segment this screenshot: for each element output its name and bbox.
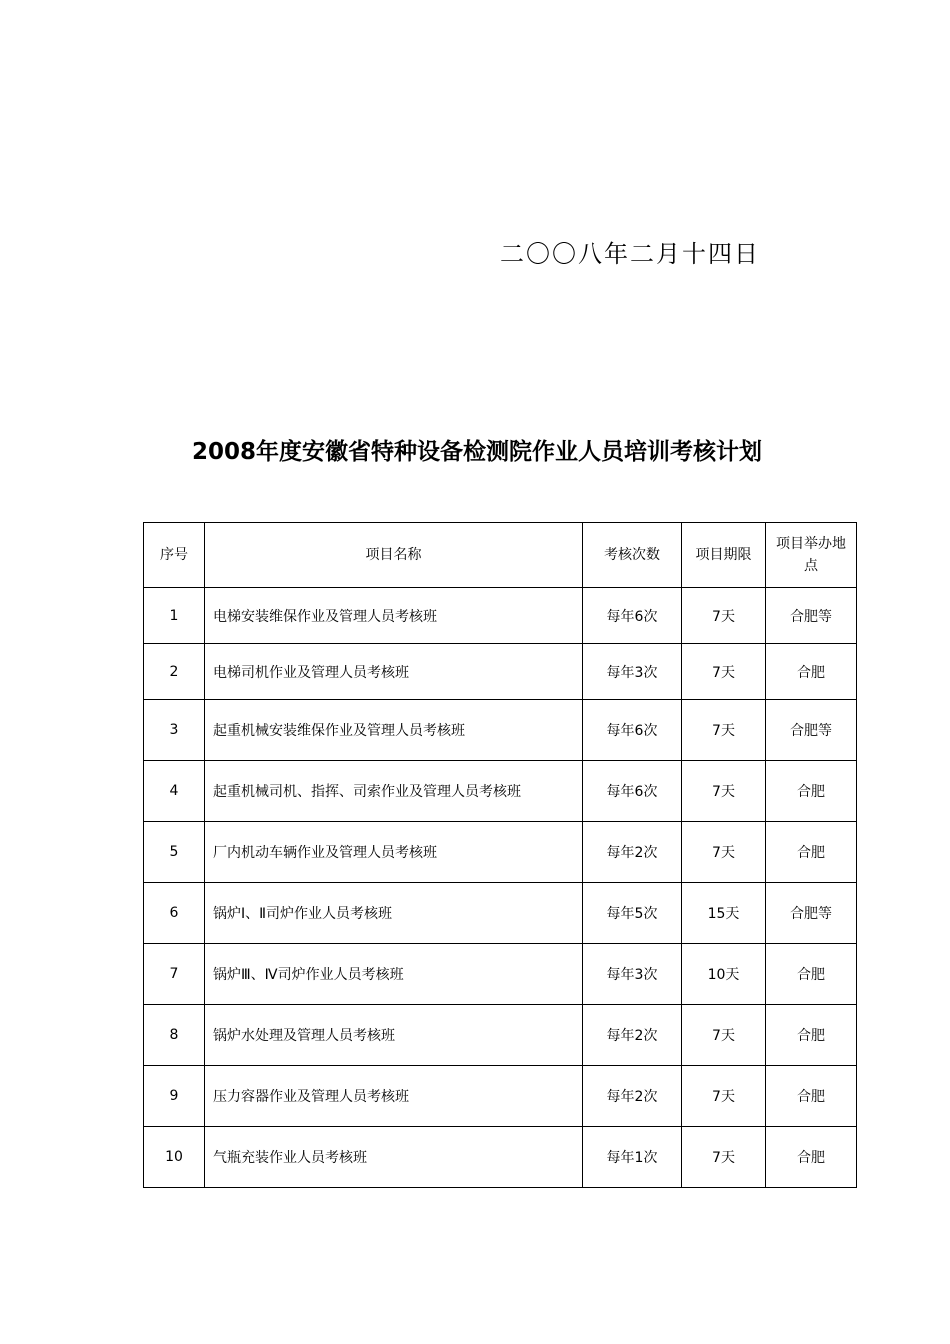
row-exam-times: 每年1次 — [583, 1127, 682, 1188]
row-duration: 7天 — [682, 644, 766, 700]
training-plan-table — [143, 522, 857, 1188]
header-duration: 项目期限 — [682, 523, 766, 588]
row-exam-times: 每年3次 — [583, 944, 682, 1005]
row-duration: 7天 — [682, 1005, 766, 1066]
row-location: 合肥 — [766, 1066, 857, 1127]
row-number: 3 — [144, 700, 205, 761]
row-number: 5 — [144, 822, 205, 883]
table-row — [144, 944, 857, 1005]
row-project-name: 电梯安装维保作业及管理人员考核班 — [205, 588, 583, 644]
row-number: 6 — [144, 883, 205, 944]
table-row — [144, 644, 857, 700]
table-row — [144, 700, 857, 761]
table-header-row — [144, 523, 857, 588]
header-location: 项目举办地点 — [766, 523, 857, 588]
row-number: 9 — [144, 1066, 205, 1127]
row-exam-times: 每年2次 — [583, 1005, 682, 1066]
row-project-name: 气瓶充装作业人员考核班 — [205, 1127, 583, 1188]
table-row — [144, 1127, 857, 1188]
header-project-name: 项目名称 — [205, 523, 583, 588]
row-location: 合肥 — [766, 644, 857, 700]
row-number: 8 — [144, 1005, 205, 1066]
row-duration: 7天 — [682, 700, 766, 761]
table-row — [144, 761, 857, 822]
row-project-name: 锅炉Ⅲ、Ⅳ司炉作业人员考核班 — [205, 944, 583, 1005]
table-row — [144, 1066, 857, 1127]
row-location: 合肥 — [766, 944, 857, 1005]
row-exam-times: 每年6次 — [583, 700, 682, 761]
table-row — [144, 822, 857, 883]
row-project-name: 起重机械安装维保作业及管理人员考核班 — [205, 700, 583, 761]
header-number: 序号 — [144, 523, 205, 588]
row-duration: 7天 — [682, 588, 766, 644]
row-exam-times: 每年6次 — [583, 761, 682, 822]
row-project-name: 厂内机动车辆作业及管理人员考核班 — [205, 822, 583, 883]
row-project-name: 锅炉水处理及管理人员考核班 — [205, 1005, 583, 1066]
row-number: 10 — [144, 1127, 205, 1188]
row-duration: 10天 — [682, 944, 766, 1005]
row-duration: 7天 — [682, 822, 766, 883]
row-location: 合肥等 — [766, 700, 857, 761]
row-project-name: 电梯司机作业及管理人员考核班 — [205, 644, 583, 700]
row-exam-times: 每年5次 — [583, 883, 682, 944]
row-location: 合肥 — [766, 1127, 857, 1188]
row-number: 4 — [144, 761, 205, 822]
row-duration: 7天 — [682, 761, 766, 822]
row-exam-times: 每年6次 — [583, 588, 682, 644]
table-row — [144, 588, 857, 644]
row-project-name: 起重机械司机、指挥、司索作业及管理人员考核班 — [205, 761, 583, 822]
row-number: 2 — [144, 644, 205, 700]
row-location: 合肥等 — [766, 588, 857, 644]
row-number: 1 — [144, 588, 205, 644]
row-location: 合肥 — [766, 822, 857, 883]
table-row — [144, 1005, 857, 1066]
row-exam-times: 每年3次 — [583, 644, 682, 700]
header-exam-times: 考核次数 — [583, 523, 682, 588]
row-number: 7 — [144, 944, 205, 1005]
row-duration: 7天 — [682, 1066, 766, 1127]
row-duration: 15天 — [682, 883, 766, 944]
row-exam-times: 每年2次 — [583, 1066, 682, 1127]
row-location: 合肥等 — [766, 883, 857, 944]
row-exam-times: 每年2次 — [583, 822, 682, 883]
row-project-name: 压力容器作业及管理人员考核班 — [205, 1066, 583, 1127]
row-project-name: 锅炉Ⅰ、Ⅱ司炉作业人员考核班 — [205, 883, 583, 944]
document-date: 二〇〇八年二月十四日 — [500, 240, 760, 268]
document-title: 2008年度安徽省特种设备检测院作业人员培训考核计划 — [191, 439, 762, 465]
row-duration: 7天 — [682, 1127, 766, 1188]
row-location: 合肥 — [766, 761, 857, 822]
row-location: 合肥 — [766, 1005, 857, 1066]
table-row — [144, 883, 857, 944]
